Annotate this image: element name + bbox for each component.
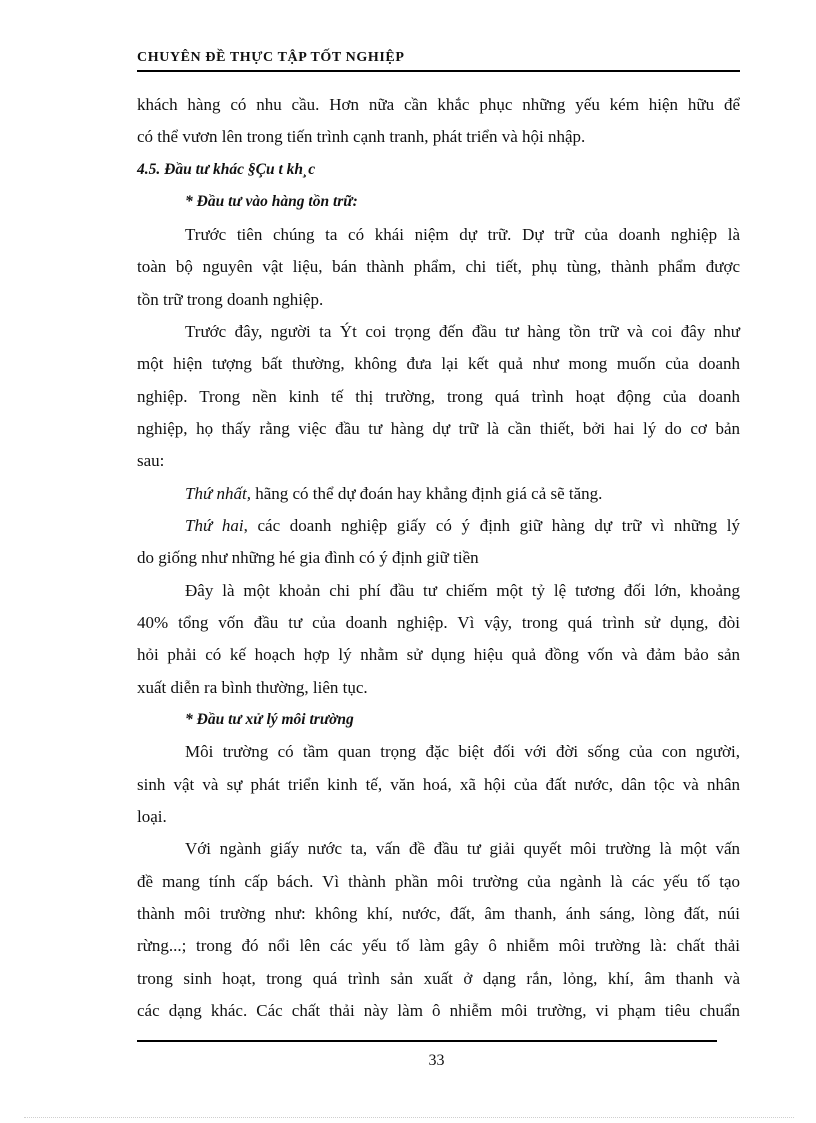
reason-first — [185, 479, 602, 509]
subheading-inventory: * Đầu tư vào hàng tồn trữ: — [185, 193, 358, 210]
body-line: loại. — [137, 807, 167, 826]
body-line: Đây là một khoản chi phí đầu tư chiếm một tỷ lệ tương đối lớn, khoảng — [185, 581, 740, 600]
body-line: sau: — [137, 451, 165, 470]
reason-second — [185, 511, 740, 541]
page-number: 33 — [428, 1052, 445, 1069]
page-header — [137, 48, 740, 72]
body-line: sinh vật và sự phát triển kinh tế, văn hoá, xã hội của đất nước, dân tộc và nhân — [137, 775, 740, 794]
body-line: 40% tổng vốn đầu tư của doanh nghiệp. Vì vậy, trong quá trình sử dụng, đòi — [137, 613, 740, 632]
page-bottom-border — [24, 1117, 794, 1118]
header-title: CHUYÊN ĐỀ THỰC TẬP TỐT NGHIỆP — [137, 50, 405, 65]
body-line: trong sinh hoạt, trong quá trình sản xuất ở dạng rắn, lỏng, khí, âm thanh và — [137, 969, 740, 988]
body-line: xuất diễn ra bình thường, liên tục. — [137, 678, 368, 697]
subheading-environment: * Đầu tư xử lý môi trường — [185, 711, 354, 728]
body-line: Trước tiên chúng ta có khái niệm dự trữ. Dự trữ của doanh nghiệp là — [185, 225, 740, 244]
body-line: nghiệp. Trong nền kinh tế thị trường, trong quá trình hoạt động của doanh — [137, 387, 740, 406]
body-line: khách hàng có nhu cầu. Hơn nữa cần khắc phục những yếu kém hiện hữu để — [137, 95, 740, 114]
footer-rule — [137, 1040, 717, 1042]
body-line: do giống như những hé gia đình có ý định giữ tiền — [137, 548, 479, 567]
reason-first-label: Thứ nhất, — [185, 484, 251, 503]
section-heading: 4.5. Đầu tư khác §Çu t kh¸c — [137, 161, 316, 178]
body-line: nghiệp, họ thấy rằng việc đầu tư hàng dự trữ là cần thiết, bởi hai lý do cơ bản — [137, 419, 740, 438]
reason-second-label: Thứ hai — [185, 516, 244, 535]
body-line: các dạng khác. Các chất thải này làm ô nhiễm môi trường, vi phạm tiêu chuẩn — [137, 1001, 740, 1020]
body-line: toàn bộ nguyên vật liệu, bán thành phẩm, chi tiết, phụ tùng, thành phẩm được — [137, 257, 740, 276]
body-line: có thể vươn lên trong tiến trình cạnh tranh, phát triển và hội nhập. — [137, 127, 586, 146]
body-line: rừng...; trong đó nổi lên các yếu tố làm gây ô nhiễm môi trường là: chất thải — [137, 936, 740, 955]
body-line: tồn trữ trong doanh nghiệp. — [137, 290, 324, 309]
body-line: thành môi trường như: không khí, nước, đất, âm thanh, ánh sáng, lòng đất, núi — [137, 904, 740, 923]
body-line: một hiện tượng bất thường, không đưa lại kết quả như mong muốn của doanh — [137, 354, 740, 373]
body-line: đề mang tính cấp bách. Vì thành phần môi trường của ngành là các yếu tố tạo — [137, 872, 740, 891]
body-line: Với ngành giấy nước ta, vấn đề đầu tư giải quyết môi trường là một vấn — [185, 839, 740, 858]
reason-second-text: , các doanh nghiệp giấy có ý định giữ hàng dự trữ vì những lý — [243, 516, 740, 535]
body-line: Trước đây, người ta Ýt coi trọng đến đầu tư hàng tồn trữ và coi đây như — [185, 322, 740, 341]
body-line: hỏi phải có kế hoạch hợp lý nhằm sử dụng hiệu quả đồng vốn và đảm bảo sản — [137, 645, 740, 664]
reason-first-text: hãng có thể dự đoán hay khẳng định giá cả sẽ tăng. — [250, 484, 603, 503]
body-line: Môi trường có tầm quan trọng đặc biệt đối với đời sống của con người, — [185, 742, 740, 761]
